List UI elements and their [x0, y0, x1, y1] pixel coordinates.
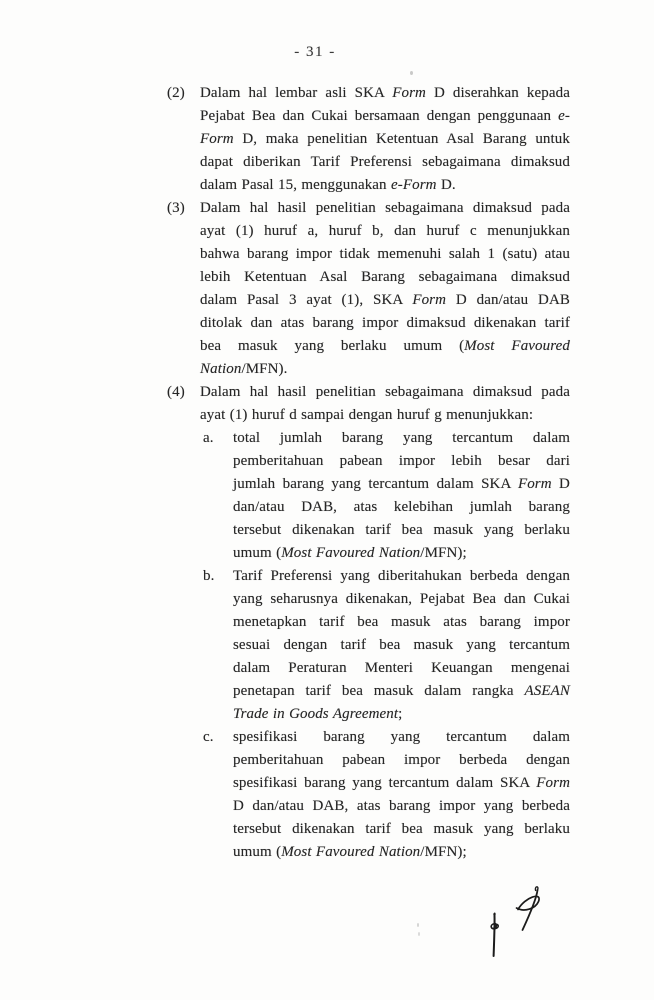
paraf-initial-right — [517, 887, 540, 930]
text-line: ayat (1) huruf a, huruf b, dan huruf c menunjukkan — [200, 223, 570, 239]
text-line: penetapan tarif bea masuk dalam rangka ASEAN — [233, 683, 570, 699]
text-line: tersebut dikenakan tarif bea masuk yang berlaku — [233, 821, 570, 837]
page-number: - 31 - — [294, 44, 336, 60]
text-line: Trade in Goods Agreement; — [233, 706, 403, 722]
scan-artifact — [410, 71, 413, 75]
lettered-sub-item — [167, 726, 570, 864]
text-line: tersebut dikenakan tarif bea masuk yang berlaku — [233, 522, 570, 538]
item-text — [233, 726, 570, 864]
scan-artifact — [417, 923, 419, 927]
item-text — [200, 82, 570, 197]
item-marker: (4) — [167, 384, 185, 400]
text-line: bahwa barang impor tidak memenuhi salah 1 (satu) atau — [200, 246, 570, 262]
item-marker: b. — [203, 568, 215, 584]
text-line: Dalam hal lembar asli SKA Form D diserahkan kepada — [200, 85, 570, 101]
text-line: lebih Ketentuan Asal Barang sebagaimana dimaksud — [200, 269, 570, 285]
item-text — [233, 565, 570, 726]
paraf-initial-left — [491, 913, 498, 956]
numbered-item — [167, 82, 570, 197]
item-text — [233, 427, 570, 565]
text-line: umum (Most Favoured Nation/MFN); — [233, 545, 467, 561]
item-marker: (2) — [167, 85, 185, 101]
text-line: Form D, maka penelitian Ketentuan Asal Barang untuk — [200, 131, 570, 147]
text-line: Tarif Preferensi yang diberitahukan berbeda dengan — [233, 568, 570, 584]
text-line: pemberitahuan pabean impor berbeda dengan — [233, 752, 570, 768]
text-line: ayat (1) huruf d sampai dengan huruf g menunjukkan: — [200, 407, 534, 423]
text-line: Dalam hal hasil penelitian sebagaimana dimaksud pada — [200, 200, 570, 216]
item-text — [200, 381, 570, 427]
paraf-marks — [470, 876, 562, 972]
numbered-item — [167, 197, 570, 381]
text-line: spesifikasi barang yang tercantum dalam SKA Form — [233, 775, 570, 791]
text-line: umum (Most Favoured Nation/MFN); — [233, 844, 467, 860]
text-line: ditolak dan atas barang impor dimaksud dikenakan tarif — [200, 315, 570, 331]
text-line: Pejabat Bea dan Cukai bersamaan dengan penggunaan e- — [200, 108, 570, 124]
text-line: dalam Pasal 15, menggunakan e-Form D. — [200, 177, 456, 193]
text-line: jumlah barang yang tercantum dalam SKA Form D — [233, 476, 570, 492]
text-line: menetapkan tarif bea masuk atas barang impor — [233, 614, 570, 630]
text-line: yang seharusnya dikenakan, Pejabat Bea dan Cukai — [233, 591, 570, 607]
text-line: pemberitahuan pabean impor lebih besar dari — [233, 453, 570, 469]
item-marker: c. — [203, 729, 214, 745]
item-marker: (3) — [167, 200, 185, 216]
numbered-item — [167, 381, 570, 427]
text-line: Nation/MFN). — [200, 361, 288, 377]
scan-artifact — [418, 932, 420, 936]
item-text — [200, 197, 570, 381]
item-marker: a. — [203, 430, 214, 446]
text-line: D dan/atau DAB, atas barang impor yang berbeda — [233, 798, 570, 814]
lettered-sub-item — [167, 427, 570, 565]
text-line: dan/atau DAB, atas kelebihan jumlah barang — [233, 499, 570, 515]
text-line: spesifikasi barang yang tercantum dalam — [233, 729, 570, 745]
text-line: dalam Peraturan Menteri Keuangan mengenai — [233, 660, 570, 676]
text-line: dalam Pasal 3 ayat (1), SKA Form D dan/atau DAB — [200, 292, 571, 308]
text-line: total jumlah barang yang tercantum dalam — [233, 430, 570, 446]
text-line: dapat diberikan Tarif Preferensi sebagaimana dimaksud — [200, 154, 570, 170]
text-line: sesuai dengan tarif bea masuk yang tercantum — [233, 637, 570, 653]
document-body — [167, 82, 570, 864]
lettered-sub-item — [167, 565, 570, 726]
text-line: bea masuk yang berlaku umum (Most Favoured — [200, 338, 570, 354]
text-line: Dalam hal hasil penelitian sebagaimana dimaksud pada — [200, 384, 570, 400]
